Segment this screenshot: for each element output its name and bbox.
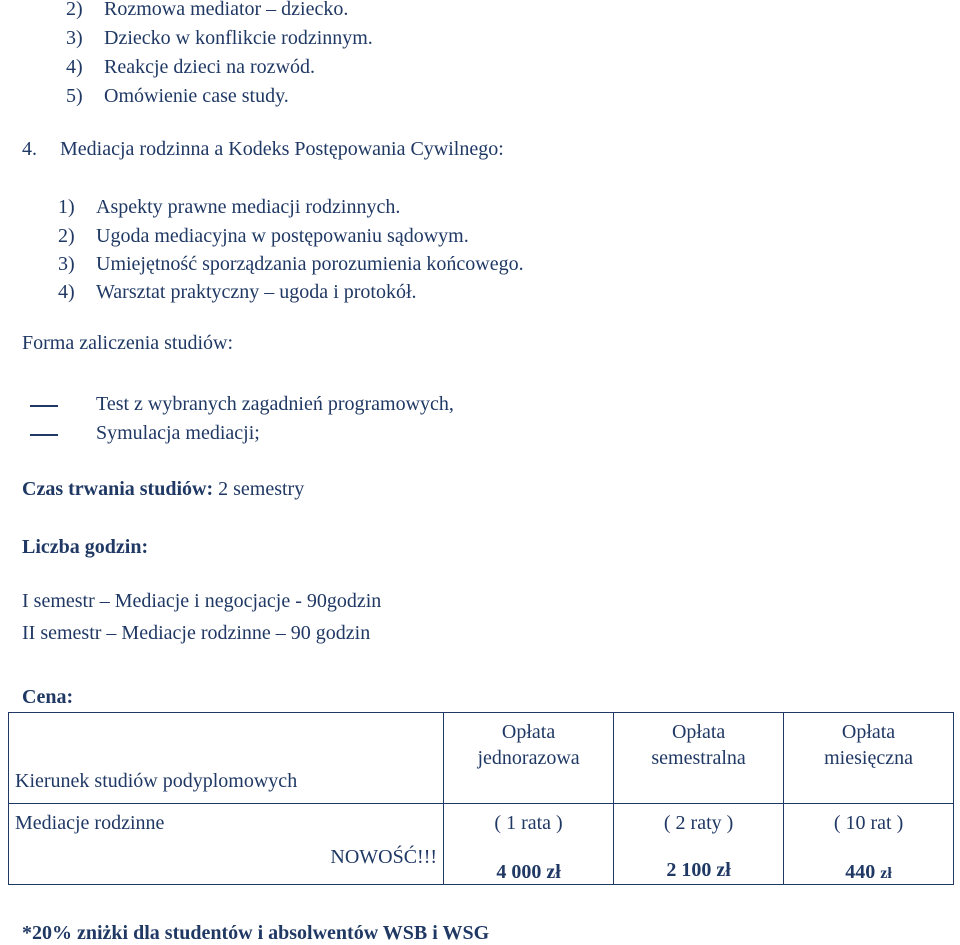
list-number: 2) [66, 0, 83, 20]
list-number: 4) [66, 56, 83, 78]
dash-item-text: Test z wybranych zagadnień programowych, [96, 393, 454, 415]
list-text: Dziecko w konflikcie rodzinnym. [104, 27, 373, 49]
price-value: 4 000 zł [496, 861, 561, 883]
list-item [58, 225, 469, 248]
liczba-heading: Liczba godzin: [22, 536, 149, 558]
dash-bullet [30, 434, 58, 436]
list-item [58, 196, 400, 219]
list-number: 3) [58, 253, 75, 275]
list-text: Ugoda mediacyjna w postępowaniu sądowym. [96, 225, 469, 247]
header-line: Opłata [841, 721, 896, 743]
table-header-row [9, 713, 954, 804]
dash-list-item [30, 422, 260, 445]
price-value: 2 100 zł [666, 859, 731, 881]
list-item [58, 281, 417, 304]
table-header-cell [784, 713, 954, 804]
course-cell [9, 804, 444, 885]
forma-label: Forma zaliczenia studiów [22, 332, 228, 354]
price-cell [444, 804, 614, 885]
semester-line: II semestr – Mediacje rodzinne – 90 godzin [22, 622, 371, 644]
forma-colon: : [227, 332, 234, 354]
section-number: 4. [22, 138, 37, 160]
list-text: Umiejętność sporządzania porozumienia końcowego. [96, 253, 524, 275]
list-item [66, 0, 348, 21]
dash-item-text: Symulacja mediacji; [96, 422, 260, 444]
section-title: Mediacja rodzinna a Kodeks Postępowania Cywilnego: [60, 138, 504, 160]
header-line: miesięczna [824, 747, 913, 769]
dash-bullet [30, 405, 58, 407]
czas-line [22, 478, 304, 501]
czas-label: Czas trwania studiów: [22, 478, 214, 500]
section-heading [22, 138, 504, 161]
installment-label: ( 10 rat ) [833, 812, 904, 834]
header-line: Opłata [501, 721, 556, 743]
czas-value: 2 semestry [213, 478, 305, 500]
price-value [784, 835, 953, 884]
list-text: Reakcje dzieci na rozwód. [104, 56, 316, 78]
price-amount: 440 [845, 861, 881, 883]
table-header-cell [614, 713, 784, 804]
list-number: 2) [58, 225, 75, 247]
list-item [66, 56, 315, 79]
installment-label: ( 1 rata ) [494, 812, 563, 834]
list-number: 3) [66, 27, 83, 49]
list-item [66, 27, 373, 50]
table-header-cell [444, 713, 614, 804]
list-text: Aspekty prawne mediacji rodzinnych. [96, 196, 401, 218]
table-row [9, 804, 954, 885]
list-number: 4) [58, 281, 75, 303]
header-line: jednorazowa [477, 747, 580, 769]
list-item [66, 85, 289, 108]
list-text: Warsztat praktyczny – ugoda i protokół. [96, 281, 417, 303]
price-unit: zł [880, 865, 892, 882]
price-cell [784, 804, 954, 885]
dash-list-item [30, 393, 454, 416]
header-line: Opłata [671, 721, 726, 743]
installment-label: ( 2 raty ) [663, 812, 734, 834]
semester-line: I semestr – Mediacje i negocjacje - 90godzin [22, 590, 382, 612]
list-text: Rozmowa mediator – dziecko. [104, 0, 349, 20]
list-number: 1) [58, 196, 75, 218]
price-table [8, 712, 954, 885]
forma-heading [22, 332, 233, 355]
header-line: semestralna [651, 747, 746, 769]
discount-note: *20% zniżki dla studentów i absolwentów WSB i WSG [22, 922, 490, 944]
list-text: Omówienie case study. [104, 85, 289, 107]
course-column-header: Kierunek studiów podyplomowych [15, 770, 298, 792]
list-number: 5) [66, 85, 83, 107]
price-cell [614, 804, 784, 885]
new-badge: NOWOŚĆ!!! [330, 846, 438, 868]
course-name: Mediacje rodzinne [15, 812, 165, 834]
cena-heading: Cena: [22, 686, 74, 708]
list-item [58, 253, 524, 276]
table-header-cell [9, 713, 444, 804]
